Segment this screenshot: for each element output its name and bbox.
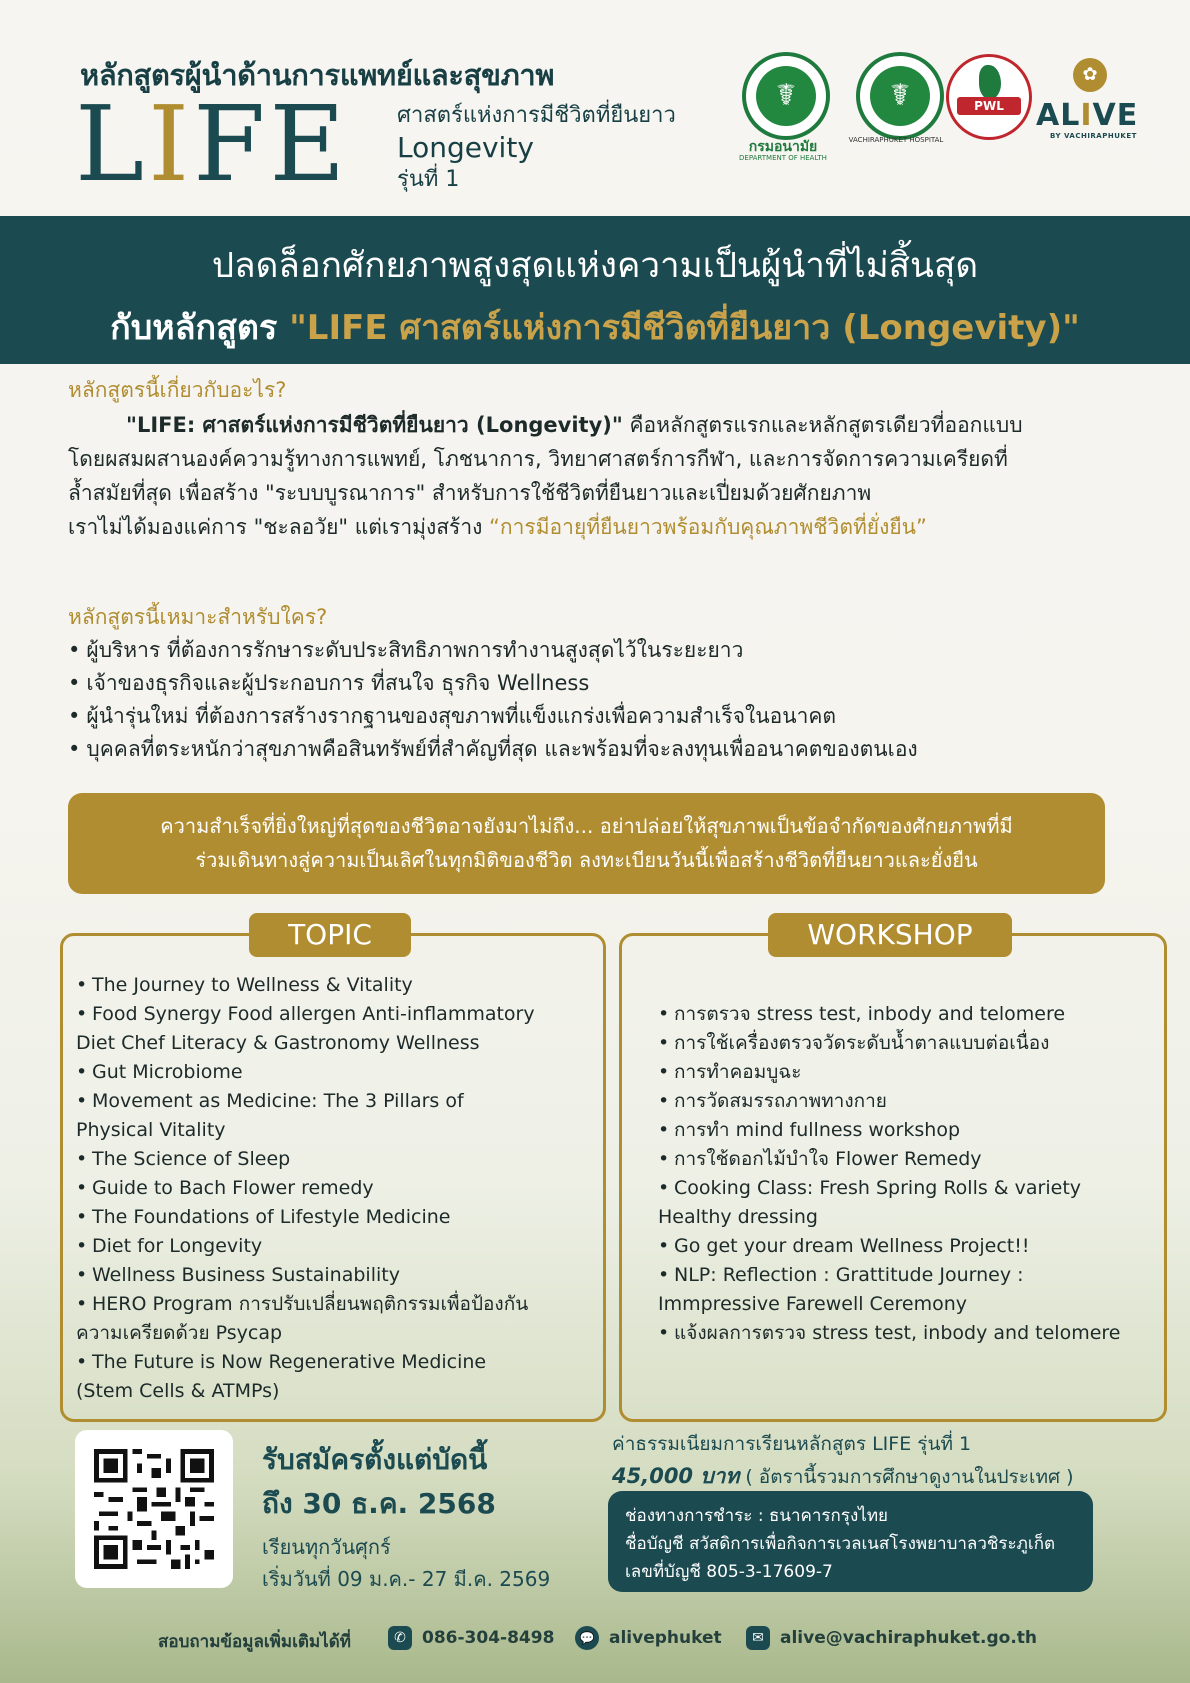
workshop-item-text: Cooking Class: Fresh Spring Rolls & variety xyxy=(674,1177,1082,1199)
fee-amount: 45,000 บาท xyxy=(612,1464,740,1488)
contact-phone[interactable]: 086-304-8498 xyxy=(422,1628,555,1648)
workshop-item xyxy=(658,1319,1121,1348)
audience-item: • ผู้บริหาร ที่ต้องการรักษาระดับประสิทธิภาพการทำงานสูงสุดไว้ในระยะยาว xyxy=(68,634,918,667)
workshop-item-text: การทำ mind fullness workshop xyxy=(674,1119,961,1141)
workshop-item xyxy=(658,1116,1121,1145)
life-logo-i: I xyxy=(148,83,194,205)
email-icon: ✉ xyxy=(746,1626,770,1650)
life-logo xyxy=(75,83,350,205)
workshop-item xyxy=(658,1000,1121,1029)
hospital-logo-caption: VACHIRAPHUKET HOSPITAL xyxy=(848,136,944,144)
banner-line-1: ปลดล็อกศักยภาพสูงสุดแห่งความเป็นผู้นำที่ไม่สิ้นสุด xyxy=(211,246,979,286)
workshop-item xyxy=(658,1029,1121,1058)
contact-email[interactable]: alive@vachiraphuket.go.th xyxy=(780,1628,1038,1648)
topic-item-text: The Journey to Wellness & Vitality xyxy=(92,974,413,996)
workshop-item-text: การใช้ดอกไม้บำใจ Flower Remedy xyxy=(674,1148,982,1170)
workshop-item-text: การตรวจ stress test, inbody and telomere xyxy=(674,1003,1066,1025)
workshop-item-text: Go get your dream Wellness Project!! xyxy=(674,1235,1030,1257)
topic-item-text-cont: Physical Vitality xyxy=(76,1119,226,1141)
about-line-4-highlight: “การมีอายุที่ยืนยาวพร้อมกับคุณภาพชีวิตที่ยั่งยืน” xyxy=(489,515,927,539)
subtitle-longevity: Longevity xyxy=(397,131,534,164)
workshop-item-text: NLP: Reflection : Grattitude Journey : xyxy=(674,1264,1024,1286)
topic-item-text: The Future is Now Regenerative Medicine xyxy=(92,1351,487,1373)
contact-line[interactable]: alivephuket xyxy=(609,1628,722,1648)
topic-item xyxy=(76,1087,535,1145)
about-heading: หลักสูตรนี้เกี่ยวกับอะไร? xyxy=(68,378,287,402)
workshop-item xyxy=(658,1087,1121,1116)
course-title: หลักสูตรผู้นำด้านการแพทย์และสุขภาพ xyxy=(80,58,555,92)
audience-item: • บุคคลที่ตระหนักว่าสุขภาพคือสินทรัพย์ที่สำคัญที่สุด และพร้อมที่จะลงทุนเพื่ออนาคตของตนเอง xyxy=(68,733,918,766)
alive-emblem-icon: ✿ xyxy=(1073,58,1107,92)
alive-logo-ve: VE xyxy=(1092,98,1139,133)
banner-line-2-highlight: "LIFE ศาสตร์แห่งการมีชีวิตที่ยืนยาว (Longevity)" xyxy=(289,308,1080,348)
vachiraphuket-hospital-logo xyxy=(856,52,944,140)
cta-line-2: ร่วมเดินทางสู่ความเป็นเลิศในทุกมิติของชีวิต ลงทะเบียนวันนี้เพื่อสร้างชีวิตที่ยืนยาวและยั่งยืน xyxy=(195,848,978,872)
topic-item xyxy=(76,1000,535,1058)
about-line-1-rest: คือหลักสูตรแรกและหลักสูตรเดียวที่ออกแบบ xyxy=(622,413,1023,437)
cta-line-1: ความสำเร็จที่ยิ่งใหญ่ที่สุดของชีวิตอาจยังมาไม่ถึง... อย่าปล่อยให้สุขภาพเป็นข้อจำกัดของศักยภาพที่มี xyxy=(160,814,1013,838)
registration-deadline: ถึง 30 ธ.ค. 2568 xyxy=(262,1487,496,1520)
life-logo-fe: FE xyxy=(193,83,350,205)
banner-line-2 xyxy=(0,300,1190,354)
topic-item xyxy=(76,1348,535,1406)
topic-item xyxy=(76,1145,535,1174)
about-paragraph xyxy=(68,408,1023,544)
subtitle-cohort: รุ่นที่ 1 xyxy=(397,167,460,192)
topic-item-text-cont: (Stem Cells & ATMPs) xyxy=(76,1380,280,1402)
subtitle-science: ศาสตร์แห่งการมีชีวิตที่ยืนยาว xyxy=(397,103,676,128)
topic-item-text: Food Synergy Food allergen Anti-inflammatory xyxy=(92,1003,535,1025)
line-chat-icon: 💬 xyxy=(575,1626,599,1650)
province-map-icon xyxy=(979,65,1001,99)
audience-list xyxy=(68,634,918,766)
about-line-2: โดยผสมผสานองค์ความรู้ทางการแพทย์, โภชนาการ, วิทยาศาสตร์การกีฬา, และการจัดการความเครียดที่ xyxy=(68,447,1008,471)
about-line-4-plain: เราไม่ได้มองแค่การ "ชะลอวัย" แต่เรามุ่งสร้าง xyxy=(68,515,490,539)
topic-item xyxy=(76,1232,535,1261)
topic-list xyxy=(76,971,535,1406)
workshop-item-text-cont: Healthy dressing xyxy=(658,1206,818,1228)
topic-item xyxy=(76,1290,535,1348)
topic-item-text: The Foundations of Lifestyle Medicine xyxy=(92,1206,451,1228)
department-of-health-logo xyxy=(742,52,830,140)
workshop-list xyxy=(658,1000,1121,1348)
topic-item-text: Wellness Business Sustainability xyxy=(92,1264,400,1286)
about-line-1 xyxy=(68,408,1023,442)
workshop-item-text: การทำคอมบูฉะ xyxy=(674,1061,802,1083)
topic-item-text: Gut Microbiome xyxy=(92,1061,243,1083)
audience-item: • ผู้นำรุ่นใหม่ ที่ต้องการสร้างรากฐานของสุขภาพที่แข็งแกร่งเพื่อความสำเร็จในอนาคต xyxy=(68,700,918,733)
workshop-item xyxy=(658,1058,1121,1087)
audience-heading: หลักสูตรนี้เหมาะสำหรับใคร? xyxy=(68,605,328,629)
call-to-action-text xyxy=(68,809,1105,877)
topic-item xyxy=(76,1058,535,1087)
dept-logo-caption: กรมอนามัย xyxy=(748,139,818,155)
workshop-item-text: แจ้งผลการตรวจ stress test, inbody and telomere xyxy=(674,1322,1121,1344)
about-line-3: ล้ำสมัยที่สุด เพื่อสร้าง "ระบบบูรณาการ" สำหรับการใช้ชีวิตที่ยืนยาวและเปี่ยมด้วยศักยภาพ xyxy=(68,481,872,505)
caduceus-icon: ☤ xyxy=(756,66,816,126)
topic-item-text: HERO Program การปรับเปลี่ยนพฤติกรรมเพื่อป้องกัน xyxy=(92,1293,529,1315)
phone-icon: ✆ xyxy=(388,1626,412,1650)
workshop-item-text: การวัดสมรรถภาพทางกาย xyxy=(674,1090,887,1112)
workshop-item-text: การใช้เครื่องตรวจวัดระดับน้ำตาลแบบต่อเนื่อง xyxy=(674,1032,1050,1054)
topic-item-text: The Science of Sleep xyxy=(92,1148,291,1170)
alive-logo xyxy=(1036,98,1138,133)
workshop-item-text-cont: Immpressive Farewell Ceremony xyxy=(658,1293,968,1315)
topic-item-text-cont: Diet Chef Literacy & Gastronomy Wellness xyxy=(76,1032,480,1054)
workshop-title: WORKSHOP xyxy=(768,913,1012,957)
registration-qr-code[interactable] xyxy=(75,1430,233,1588)
pwl-label: PWL xyxy=(957,97,1021,115)
qr-code xyxy=(94,1449,214,1569)
topic-item-text: Diet for Longevity xyxy=(92,1235,263,1257)
caduceus-icon: ☤ xyxy=(870,66,930,126)
alive-logo-sub: BY VACHIRAPHUKET xyxy=(1050,132,1137,140)
header-subtitle xyxy=(397,100,676,196)
topic-item xyxy=(76,1203,535,1232)
class-schedule-day: เรียนทุกวันศุกร์ xyxy=(262,1535,391,1559)
payment-details xyxy=(625,1502,1055,1586)
contact-label: สอบถามข้อมูลเพิ่มเติมได้ที่ xyxy=(158,1632,351,1652)
payment-account-name: ชื่อบัญชี สวัสดิการเพื่อกิจการเวลเนสโรงพยาบาลวชิระภูเก็ต xyxy=(625,1534,1056,1554)
topic-item xyxy=(76,1261,535,1290)
workshop-item xyxy=(658,1261,1121,1319)
topic-item-text-cont: ความเครียดด้วย Psycap xyxy=(76,1322,283,1344)
dept-logo-caption-en: DEPARTMENT OF HEALTH xyxy=(739,154,827,162)
topic-item-text: Guide to Bach Flower remedy xyxy=(92,1177,374,1199)
about-line-4 xyxy=(68,510,1023,544)
payment-account-number: เลขที่บัญชี 805-3-17609-7 xyxy=(625,1562,833,1582)
pwl-logo xyxy=(946,54,1032,140)
topic-item-text: Movement as Medicine: The 3 Pillars of xyxy=(92,1090,464,1112)
payment-bank: ช่องทางการชำระ : ธนาคารกรุงไทย xyxy=(625,1506,888,1526)
workshop-item xyxy=(658,1232,1121,1261)
topic-item xyxy=(76,971,535,1000)
audience-item: • เจ้าของธุรกิจและผู้ประกอบการ ที่สนใจ ธุรกิจ Wellness xyxy=(68,667,918,700)
fee-amount-line xyxy=(612,1460,1074,1493)
workshop-item xyxy=(658,1174,1121,1232)
about-course-name: "LIFE: ศาสตร์แห่งการมีชีวิตที่ยืนยาว (Longevity)" xyxy=(126,413,623,437)
workshop-item xyxy=(658,1145,1121,1174)
fee-label: ค่าธรรมเนียมการเรียนหลักสูตร LIFE รุ่นที่ 1 xyxy=(612,1433,972,1455)
alive-logo-a: AL xyxy=(1036,98,1081,133)
class-schedule-dates: เริ่มวันที่ 09 ม.ค.- 27 มี.ค. 2569 xyxy=(262,1567,551,1591)
fee-note: ( อัตรานี้รวมการศึกษาดูงานในประเทศ ) xyxy=(739,1466,1074,1488)
alive-logo-i: I xyxy=(1080,98,1093,133)
registration-open: รับสมัครตั้งแต่บัดนี้ xyxy=(262,1443,488,1476)
topic-title: TOPIC xyxy=(249,913,411,957)
topic-item xyxy=(76,1174,535,1203)
life-logo-l: L xyxy=(75,83,149,205)
banner-line-2-prefix: กับหลักสูตร xyxy=(110,308,290,348)
